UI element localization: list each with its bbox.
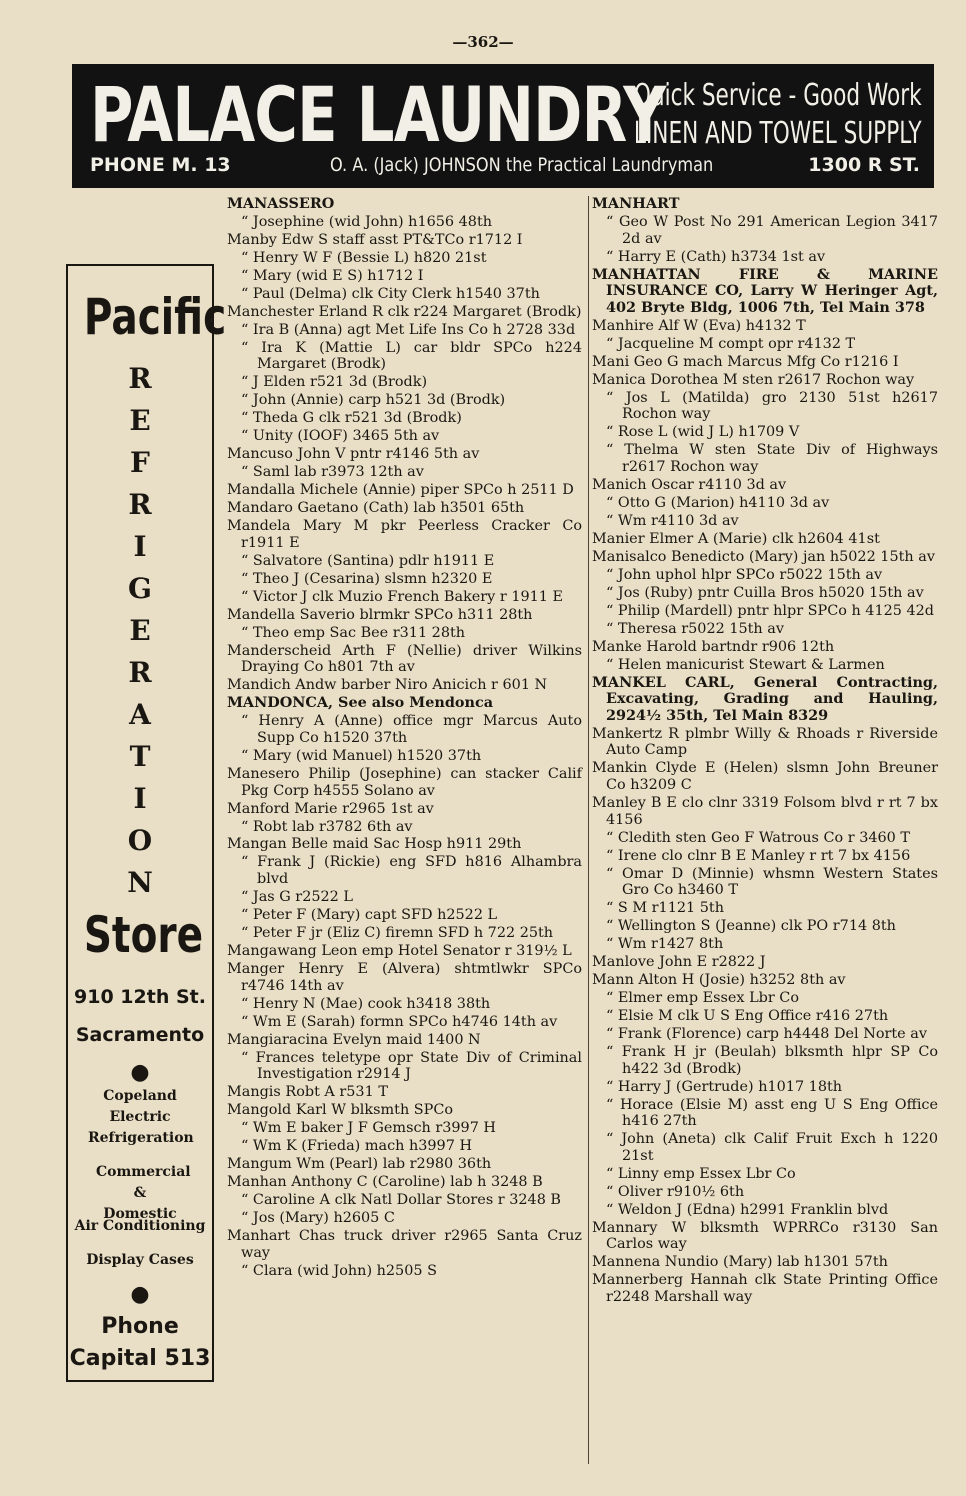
- directory-entry: Mangold Karl W blksmth SPCo: [227, 1102, 454, 1119]
- ad-letter: E: [129, 614, 151, 647]
- directory-entry: “ Frank J (Rickie) eng SFD h816 Alhambra blvd: [241, 854, 582, 888]
- directory-entry: “ Unity (IOOF) 3465 5th av: [241, 428, 440, 445]
- directory-entry: “ Harry E (Cath) h3734 1st av: [606, 248, 826, 265]
- ad-store-word: Store: [83, 906, 204, 964]
- banner-owner: O. A. (Jack) JOHNSON the Practical Laundryman: [330, 154, 714, 176]
- directory-entry: Mancuso John V pntr r4146 5th av: [227, 446, 480, 463]
- ad-phone-label: Phone: [101, 1314, 179, 1339]
- directory-entry: Mannary W blksmth WPRRCo r3130 San Carlos way: [592, 1219, 938, 1253]
- directory-entry: “ Henry W F (Bessie L) h820 21st: [241, 249, 487, 266]
- directory-entry: “ Omar D (Minnie) whsmn Western States Gro Co h3460 T: [606, 865, 938, 899]
- directory-entry: “ Cledith sten Geo F Watrous Co r 3460 T: [606, 829, 911, 846]
- directory-entry: Mandich Andw barber Niro Anicich r 601 N: [227, 677, 548, 694]
- directory-entry: “ Theo J (Cesarina) slsmn h2320 E: [241, 570, 493, 587]
- ad-letter: G: [128, 572, 152, 605]
- ad-letter: I: [133, 530, 147, 563]
- directory-entry: Mann Alton H (Josie) h3252 8th av: [592, 972, 846, 989]
- directory-entry: “ Elsie M clk U S Eng Office r416 27th: [606, 1007, 889, 1024]
- directory-entry: MANDONCA, See also Mendonca: [227, 694, 494, 712]
- directory-entry: “ Wellington S (Jeanne) clk PO r714 8th: [606, 918, 896, 935]
- directory-entry: “ Wm r4110 3d av: [606, 512, 739, 529]
- directory-entry: “ Mary (wid Manuel) h1520 37th: [241, 747, 482, 764]
- ad-product: Air Conditioning: [74, 1218, 206, 1234]
- directory-entry: “ Jos (Ruby) pntr Cuilla Bros h5020 15th av: [606, 584, 924, 601]
- bullet-dot-icon: ●: [130, 1282, 150, 1307]
- directory-entry: “ Geo W Post No 291 American Legion 3417 2d av: [606, 213, 938, 247]
- directory-entry: Mandaro Gaetano (Cath) lab h3501 65th: [227, 500, 525, 517]
- directory-entry: Mankertz R plmbr Willy & Rhoads r Riverside Auto Camp: [592, 725, 938, 759]
- ad-title: Pacific: [83, 288, 227, 346]
- directory-entry: Mannena Nundio (Mary) lab h1301 57th: [592, 1254, 888, 1271]
- directory-entry: “ Saml lab r3973 12th av: [241, 464, 424, 481]
- directory-entry: MANHART: [592, 195, 680, 212]
- directory-entry: “ Jos L (Matilda) gro 2130 51st h2617 Rochon way: [606, 389, 938, 423]
- directory-entry: Mankin Clyde E (Helen) slsmn John Breuner Co h3209 C: [592, 760, 938, 793]
- ad-letter: R: [128, 362, 152, 395]
- directory-entry: “ John (Annie) carp h521 3d (Brodk): [241, 392, 506, 409]
- directory-column-right: [592, 196, 938, 1466]
- directory-entry: Manier Elmer A (Marie) clk h2604 41st: [592, 530, 880, 547]
- ad-product: Commercial & Domestic: [96, 1164, 191, 1222]
- directory-entry: “ Philip (Mardell) pntr hlpr SPCo h 4125 42d: [606, 602, 935, 619]
- ad-letter: F: [130, 446, 150, 479]
- directory-entry: “ Wm E (Sarah) formn SPCo h4746 14th av: [241, 1013, 558, 1030]
- directory-entry: “ Jacqueline M compt opr r4132 T: [606, 335, 856, 352]
- directory-entry: Mannerberg Hannah clk State Printing Office r2248 Marshall way: [592, 1272, 938, 1305]
- ad-product: Copeland Electric Refrigeration: [88, 1088, 194, 1146]
- banner-phone: PHONE M. 13: [90, 154, 231, 176]
- directory-entry: Mangawang Leon emp Hotel Senator r 319½ L: [227, 943, 572, 959]
- directory-entry: “ Henry N (Mae) cook h3418 38th: [241, 995, 491, 1012]
- ad-letter: O: [127, 824, 153, 857]
- directory-entry: Manlove John E r2822 J: [592, 954, 766, 971]
- directory-entry: “ Thelma W sten State Div of Highways r2617 Rochon way: [606, 442, 938, 475]
- directory-entry: “ Theresa r5022 15th av: [606, 620, 784, 637]
- directory-entry: Manby Edw S staff asst PT&TCo r1712 I: [227, 231, 523, 248]
- banner-tagline: Quick Service - Good Work: [634, 78, 922, 113]
- ad-letter: R: [128, 656, 152, 689]
- directory-entry: “ Josephine (wid John) h1656 48th: [241, 213, 493, 230]
- directory-entry: Manderscheid Arth F (Nellie) driver Wilkins Draying Co h801 7th av: [227, 642, 582, 676]
- directory-entry: “ Helen manicurist Stewart & Larmen: [606, 656, 885, 673]
- directory-entry: “ Salvatore (Santina) pdlr h1911 E: [241, 552, 495, 569]
- directory-entry: Manisalco Benedicto (Mary) jan h5022 15th av: [592, 548, 935, 565]
- directory-entry: Mangum Wm (Pearl) lab r2980 36th: [227, 1156, 492, 1173]
- bullet-dot-icon: ●: [130, 1060, 150, 1085]
- directory-entry: Mangan Belle maid Sac Hosp h911 29th: [227, 836, 522, 853]
- directory-entry: “ John (Aneta) clk Calif Fruit Exch h 1220 21st: [606, 1131, 938, 1164]
- directory-entry: “ Oliver r910½ 6th: [606, 1183, 745, 1200]
- directory-entry: “ Robt lab r3782 6th av: [241, 818, 413, 835]
- directory-entry: “ Irene clo clnr B E Manley r rt 7 bx 4156: [606, 847, 911, 864]
- directory-entry: Mangiaracina Evelyn maid 1400 N: [227, 1031, 481, 1048]
- directory-entry: “ Peter F jr (Eliz C) firemn SFD h 722 25th: [241, 925, 554, 942]
- directory-entry: “ Mary (wid E S) h1712 I: [241, 267, 424, 284]
- directory-entry: “ Otto G (Marion) h4110 3d av: [606, 494, 830, 511]
- directory-entry: MANHATTAN FIRE & MARINE INSURANCE CO, Larry W Heringer Agt, 402 Bryte Bldg, 1006 7th, Tel Main 378: [592, 265, 938, 316]
- directory-entry: “ Ira B (Anna) agt Met Life Ins Co h 2728 33d: [241, 321, 576, 338]
- ad-product: Display Cases: [86, 1252, 194, 1268]
- ad-city: Sacramento: [75, 1024, 205, 1046]
- directory-entry: “ Frances teletype opr State Div of Criminal Investigation r2914 J: [241, 1049, 582, 1083]
- directory-entry: “ Weldon J (Edna) h2991 Franklin blvd: [606, 1201, 889, 1218]
- directory-entry: “ Paul (Delma) clk City Clerk h1540 37th: [241, 285, 540, 302]
- ad-vertical-word: [68, 358, 212, 904]
- directory-entry: “ Elmer emp Essex Lbr Co: [606, 990, 799, 1006]
- palace-laundry-banner-ad: [72, 64, 934, 188]
- page-number: —362—: [452, 33, 514, 51]
- directory-entry: Manich Oscar r4110 3d av: [592, 476, 787, 493]
- directory-entry: Manhire Alf W (Eva) h4132 T: [592, 317, 806, 334]
- directory-entry: Mandalla Michele (Annie) piper SPCo h 2511 D: [227, 482, 574, 499]
- directory-entry: “ Henry A (Anne) office mgr Marcus Auto Supp Co h1520 37th: [241, 713, 582, 746]
- directory-entry: Manhan Anthony C (Caroline) lab h 3248 B: [227, 1174, 543, 1191]
- ad-street: 910 12th St.: [74, 986, 206, 1008]
- directory-entry: “ Jos (Mary) h2605 C: [241, 1209, 395, 1226]
- ad-letter: E: [129, 404, 151, 437]
- directory-entry: “ Rose L (wid J L) h1709 V: [606, 424, 800, 441]
- banner-title: PALACE LAUNDRY: [90, 70, 666, 159]
- directory-entry: Manhart Chas truck driver r2965 Santa Cruz way: [227, 1227, 582, 1261]
- directory-entry: “ Peter F (Mary) capt SFD h2522 L: [241, 907, 498, 924]
- ad-letter: A: [129, 698, 151, 731]
- directory-entry: “ Frank H jr (Beulah) blksmth hlpr SP Co h422 3d (Brodk): [606, 1043, 938, 1077]
- ad-letter: T: [129, 740, 151, 773]
- directory-entry: Manger Henry E (Alvera) shtmtlwkr SPCo r4746 14th av: [227, 960, 582, 994]
- directory-entry: MANASSERO: [227, 195, 335, 212]
- directory-entry: Manica Dorothea M sten r2617 Rochon way: [592, 371, 915, 388]
- directory-entry: Mangis Robt A r531 T: [227, 1084, 388, 1101]
- directory-entry: “ S M r1121 5th: [606, 900, 724, 917]
- ad-phone: Capital 513: [69, 1346, 211, 1371]
- ad-letter: I: [133, 782, 147, 815]
- directory-entry: “ Clara (wid John) h2505 S: [241, 1262, 437, 1279]
- ad-letter: R: [128, 488, 152, 521]
- directory-entry: “ Frank (Florence) carp h4448 Del Norte av: [606, 1025, 927, 1042]
- directory-entry: Manke Harold bartndr r906 12th: [592, 638, 835, 655]
- directory-entry: “ Theda G clk r521 3d (Brodk): [241, 410, 462, 427]
- directory-entry: “ Wm r1427 8th: [606, 936, 724, 953]
- directory-entry: “ Caroline A clk Natl Dollar Stores r 3248 B: [241, 1192, 562, 1208]
- column-divider: [588, 196, 589, 1464]
- directory-entry: “ John uphol hlpr SPCo r5022 15th av: [606, 566, 883, 583]
- directory-column-left: [227, 196, 582, 1466]
- directory-entry: “ J Elden r521 3d (Brodk): [241, 374, 428, 391]
- directory-entry: “ Horace (Elsie M) asst eng U S Eng Office h416 27th: [606, 1096, 938, 1130]
- directory-entry: Manesero Philip (Josephine) can stacker Calif Pkg Corp h4555 Solano av: [227, 765, 582, 799]
- directory-entry: MANKEL CARL, General Contracting, Excavating, Grading and Hauling, 2924½ 35th, Tel Main 8329: [592, 673, 938, 724]
- directory-entry: “ Jas G r2522 L: [241, 889, 353, 906]
- directory-entry: Mani Geo G mach Marcus Mfg Co r1216 I: [592, 353, 899, 370]
- directory-entry: Manley B E clo clnr 3319 Folsom blvd r rt 7 bx 4156: [592, 794, 938, 828]
- banner-address: 1300 R ST.: [808, 154, 920, 176]
- directory-entry: Manchester Erland R clk r224 Margaret (Brodk): [227, 303, 582, 320]
- directory-entry: “ Victor J clk Muzio French Bakery r 1911 E: [241, 588, 564, 605]
- directory-entry: Manford Marie r2965 1st av: [227, 800, 434, 817]
- directory-entry: Mandela Mary M pkr Peerless Cracker Co r1911 E: [227, 518, 582, 551]
- ad-letter: N: [127, 866, 153, 899]
- directory-entry: “ Theo emp Sac Bee r311 28th: [241, 624, 466, 641]
- directory-entry: “ Wm E baker J F Gemsch r3997 H: [241, 1120, 496, 1137]
- directory-entry: Mandella Saverio blrmkr SPCo h311 28th: [227, 606, 533, 623]
- directory-entry: “ Harry J (Gertrude) h1017 18th: [606, 1078, 843, 1095]
- directory-entry: “ Ira K (Mattie L) car bldr SPCo h224 Margaret (Brodk): [241, 339, 582, 373]
- banner-tagline-secondary: LINEN AND TOWEL SUPPLY: [634, 116, 922, 151]
- directory-entry: “ Wm K (Frieda) mach h3997 H: [241, 1138, 472, 1155]
- pacific-refrigeration-ad: [66, 264, 227, 1382]
- directory-entry: “ Linny emp Essex Lbr Co: [606, 1165, 796, 1182]
